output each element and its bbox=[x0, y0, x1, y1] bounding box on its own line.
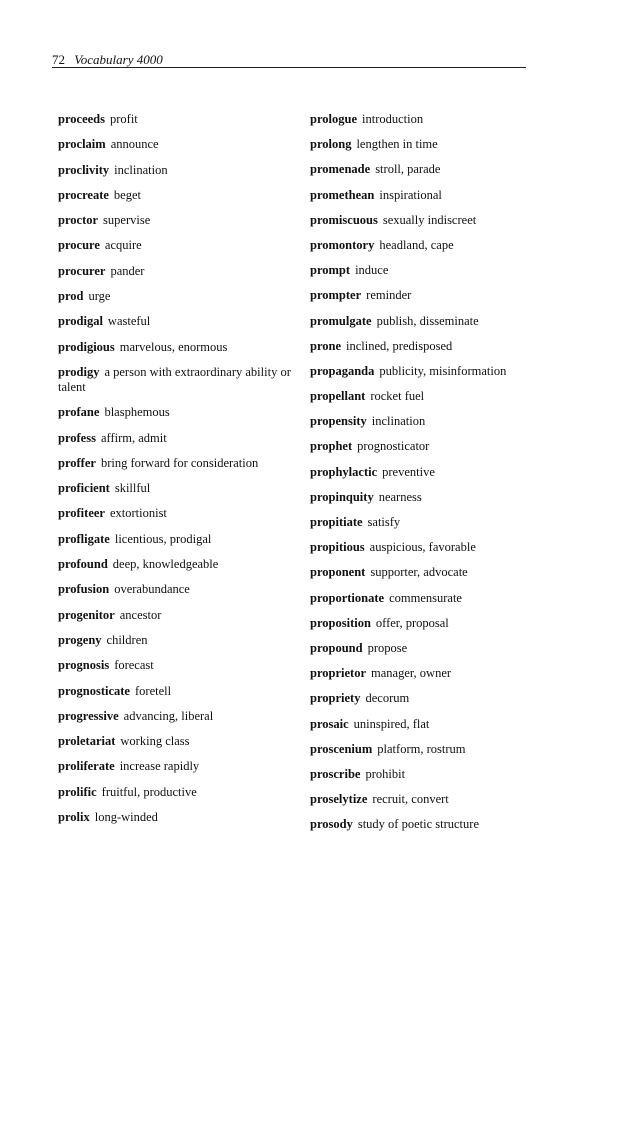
vocab-entry bbox=[310, 641, 610, 656]
vocab-entry bbox=[58, 506, 294, 521]
vocab-term: proportionate bbox=[310, 590, 385, 605]
vocab-term: profusion bbox=[58, 582, 110, 597]
vocab-definition: inclined, predisposed bbox=[346, 338, 453, 353]
vocab-entry bbox=[310, 137, 610, 152]
vocab-term: progenitor bbox=[58, 607, 115, 622]
vocab-term: prosaic bbox=[310, 716, 349, 731]
vocab-term: promenade bbox=[310, 162, 371, 177]
vocab-term: proletariat bbox=[58, 734, 116, 749]
vocab-entry bbox=[310, 591, 610, 606]
vocab-definition: acquire bbox=[104, 238, 142, 253]
vocab-term: propriety bbox=[310, 691, 361, 706]
vocab-term: proselytize bbox=[310, 792, 368, 807]
vocab-entry bbox=[310, 515, 610, 530]
page-number: 72 bbox=[52, 52, 65, 67]
vocab-entry bbox=[58, 481, 294, 496]
vocab-entry bbox=[310, 288, 610, 303]
vocab-term: prone bbox=[310, 338, 342, 353]
vocab-entry bbox=[58, 314, 294, 329]
vocab-definition: nearness bbox=[378, 489, 422, 504]
vocab-definition: preventive bbox=[382, 464, 435, 479]
vocab-entry bbox=[58, 810, 294, 825]
vocab-entry bbox=[58, 431, 294, 446]
vocab-definition: wasteful bbox=[107, 314, 151, 329]
vocab-term: propitious bbox=[310, 540, 365, 555]
vocab-definition: manager, owner bbox=[371, 666, 452, 681]
vocab-entry bbox=[310, 112, 610, 127]
book-title: Vocabulary 4000 bbox=[74, 52, 163, 67]
vocab-entry bbox=[58, 759, 294, 774]
vocab-term: propellant bbox=[310, 389, 366, 404]
vocab-term: propitiate bbox=[310, 515, 363, 529]
vocab-term: prolong bbox=[310, 137, 352, 152]
vocab-definition: skillful bbox=[114, 481, 151, 496]
vocab-entry bbox=[58, 684, 294, 699]
vocab-entry bbox=[58, 709, 294, 724]
vocab-term: promethean bbox=[310, 187, 375, 202]
vocab-entry bbox=[310, 188, 610, 203]
vocab-term: promiscuous bbox=[310, 212, 378, 227]
vocab-definition: blasphemous bbox=[104, 405, 170, 420]
vocab-definition: reminder bbox=[366, 288, 412, 303]
vocab-entry bbox=[58, 734, 294, 749]
vocab-entry bbox=[58, 582, 294, 597]
vocab-definition: deep, knowledgeable bbox=[112, 557, 219, 572]
vocab-term: profound bbox=[58, 557, 108, 572]
vocab-term: profiteer bbox=[58, 506, 105, 521]
vocab-term: prolific bbox=[58, 784, 97, 799]
vocab-entry bbox=[58, 633, 294, 648]
vocab-entry bbox=[310, 742, 610, 757]
vocab-definition: satisfy bbox=[367, 515, 401, 529]
vocab-entry bbox=[310, 364, 610, 379]
vocab-definition: supporter, advocate bbox=[370, 565, 468, 580]
vocab-entry bbox=[58, 188, 294, 203]
vocab-term: propaganda bbox=[310, 363, 375, 378]
vocab-term: procure bbox=[58, 238, 100, 253]
vocab-definition: sexually indiscreet bbox=[382, 212, 477, 227]
right-column bbox=[310, 112, 610, 842]
vocab-term: prodigal bbox=[58, 314, 103, 329]
vocab-entry bbox=[310, 616, 610, 631]
vocab-term: prologue bbox=[310, 112, 357, 126]
vocab-entry bbox=[310, 666, 610, 681]
vocab-entry bbox=[310, 162, 610, 177]
vocab-term: proctor bbox=[58, 213, 99, 228]
vocab-definition: prohibit bbox=[365, 766, 406, 781]
vocab-definition: inclination bbox=[371, 414, 426, 429]
vocab-term: proponent bbox=[310, 565, 366, 580]
vocab-definition: inclination bbox=[114, 162, 168, 177]
vocab-term: propinquity bbox=[310, 489, 374, 504]
vocab-term: procurer bbox=[58, 263, 106, 278]
vocab-entry bbox=[58, 532, 294, 547]
vocab-definition: profit bbox=[110, 112, 138, 126]
vocab-term: propound bbox=[310, 640, 363, 655]
vocab-term: proclaim bbox=[58, 137, 106, 152]
vocab-term: prompt bbox=[310, 263, 351, 278]
vocab-entry bbox=[58, 365, 294, 395]
vocab-term: prompter bbox=[310, 288, 362, 303]
vocab-term: prodigious bbox=[58, 339, 115, 354]
vocab-definition: platform, rostrum bbox=[377, 741, 466, 756]
vocab-entry bbox=[310, 339, 610, 354]
vocab-term: prod bbox=[58, 289, 84, 304]
vocab-term: prophylactic bbox=[310, 464, 378, 479]
vocab-entry bbox=[58, 163, 294, 178]
vocab-term: progeny bbox=[58, 632, 102, 647]
vocab-term: profane bbox=[58, 405, 100, 420]
vocab-entry bbox=[310, 767, 610, 782]
vocab-term: proficient bbox=[58, 481, 110, 496]
vocab-definition: long-winded bbox=[94, 810, 158, 825]
vocab-definition: recruit, convert bbox=[372, 792, 449, 807]
vocab-entry bbox=[58, 557, 294, 572]
vocab-definition: a person with extraordinary ability or talent bbox=[58, 364, 291, 394]
vocab-definition: forecast bbox=[114, 658, 154, 673]
running-header bbox=[52, 52, 526, 68]
vocab-entry bbox=[58, 264, 294, 279]
vocab-definition: affirm, admit bbox=[100, 430, 167, 445]
vocab-definition: induce bbox=[355, 263, 389, 278]
vocab-definition: stroll, parade bbox=[375, 162, 441, 177]
vocab-term: progressive bbox=[58, 708, 119, 723]
vocab-entry bbox=[310, 439, 610, 454]
vocab-definition: study of poetic structure bbox=[357, 817, 479, 832]
vocab-term: prophet bbox=[310, 439, 353, 454]
vocab-term: profligate bbox=[58, 531, 110, 546]
vocab-definition: overabundance bbox=[114, 582, 190, 597]
vocab-definition: publish, disseminate bbox=[376, 313, 479, 328]
vocab-entry bbox=[310, 414, 610, 429]
vocab-definition: licentious, prodigal bbox=[114, 531, 212, 546]
vocab-entry bbox=[58, 456, 294, 471]
vocab-definition: beget bbox=[113, 187, 141, 202]
vocab-term: proposition bbox=[310, 615, 371, 630]
vocab-definition: supervise bbox=[103, 213, 151, 228]
vocab-definition: announce bbox=[110, 137, 159, 152]
vocab-entry bbox=[310, 238, 610, 253]
vocab-entry bbox=[310, 717, 610, 732]
vocab-term: prognosis bbox=[58, 658, 110, 673]
vocab-term: promontory bbox=[310, 237, 375, 252]
vocab-term: proscribe bbox=[310, 766, 361, 781]
vocab-term: prolix bbox=[58, 810, 90, 825]
vocab-term: proliferate bbox=[58, 759, 115, 774]
vocab-term: proclivity bbox=[58, 162, 110, 177]
vocab-definition: foretell bbox=[135, 683, 172, 698]
vocab-definition: commensurate bbox=[389, 590, 462, 605]
vocab-entry bbox=[310, 389, 610, 404]
vocab-term: proffer bbox=[58, 455, 96, 470]
vocab-term: prodigy bbox=[58, 364, 100, 379]
vocab-definition: uninspired, flat bbox=[353, 716, 430, 731]
vocab-term: proscenium bbox=[310, 741, 373, 756]
vocab-entry bbox=[58, 405, 294, 420]
vocab-entry bbox=[58, 289, 294, 304]
vocab-definition: prognosticator bbox=[357, 439, 430, 454]
vocab-term: procreate bbox=[58, 187, 109, 202]
vocab-term: propensity bbox=[310, 414, 367, 429]
vocab-entry bbox=[310, 490, 610, 505]
vocab-entry bbox=[310, 263, 610, 278]
vocab-entry bbox=[310, 314, 610, 329]
vocab-entry bbox=[58, 340, 294, 355]
vocab-definition: fruitful, productive bbox=[101, 784, 197, 799]
vocab-entry bbox=[58, 238, 294, 253]
vocab-definition: children bbox=[106, 632, 148, 647]
vocab-definition: extortionist bbox=[109, 506, 167, 521]
vocab-entry bbox=[310, 792, 610, 807]
vocab-entry bbox=[58, 658, 294, 673]
vocab-term: prognosticate bbox=[58, 683, 130, 698]
vocab-entry bbox=[310, 817, 610, 832]
vocab-entry bbox=[58, 608, 294, 623]
vocab-definition: auspicious, favorable bbox=[369, 540, 476, 555]
vocab-term: promulgate bbox=[310, 313, 372, 328]
vocab-definition: urge bbox=[88, 289, 111, 304]
vocab-entry bbox=[58, 112, 294, 127]
vocab-definition: inspirational bbox=[379, 187, 442, 202]
vocab-definition: lengthen in time bbox=[356, 137, 438, 152]
vocab-entry bbox=[58, 137, 294, 152]
vocab-definition: rocket fuel bbox=[370, 389, 425, 404]
vocab-term: proceeds bbox=[58, 112, 105, 126]
vocab-entry bbox=[310, 465, 610, 480]
vocab-definition: marvelous, enormous bbox=[119, 339, 228, 354]
vocab-definition: pander bbox=[110, 263, 145, 278]
vocab-definition: offer, proposal bbox=[375, 615, 449, 630]
vocab-definition: decorum bbox=[365, 691, 410, 706]
vocab-definition: publicity, misinformation bbox=[379, 363, 507, 378]
vocab-definition: working class bbox=[120, 734, 190, 749]
vocab-entry bbox=[58, 785, 294, 800]
vocab-term: proprietor bbox=[310, 666, 367, 681]
vocab-definition: advancing, liberal bbox=[123, 708, 214, 723]
vocab-entry bbox=[310, 691, 610, 706]
vocab-term: prosody bbox=[310, 817, 353, 832]
left-column bbox=[58, 112, 294, 835]
vocab-entry bbox=[58, 213, 294, 228]
vocab-definition: propose bbox=[367, 640, 408, 655]
vocab-entry bbox=[310, 565, 610, 580]
vocab-definition: ancestor bbox=[119, 607, 162, 622]
vocab-definition: headland, cape bbox=[379, 237, 454, 252]
vocab-term: profess bbox=[58, 430, 96, 445]
vocab-entry bbox=[310, 540, 610, 555]
vocab-entry bbox=[310, 213, 610, 228]
vocab-definition: increase rapidly bbox=[119, 759, 200, 774]
vocab-definition: bring forward for consideration bbox=[100, 455, 259, 470]
vocab-definition: introduction bbox=[362, 112, 424, 126]
